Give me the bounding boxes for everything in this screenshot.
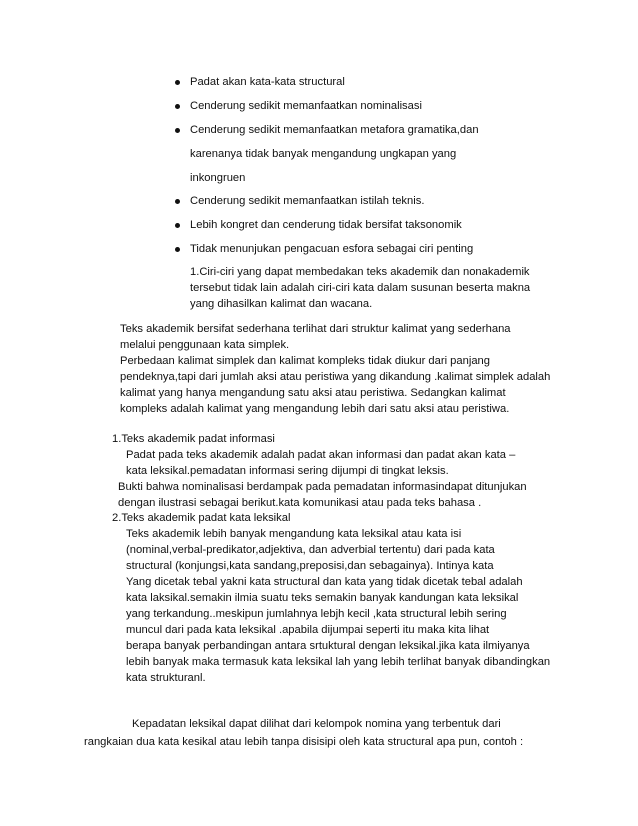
paragraph-line: kompleks adalah kalimat yang mengandung lebih dari satu aksi atau peristiwa. [120,403,510,415]
bullet-dot-icon [175,199,180,204]
section-body-line: Padat pada teks akademik adalah padat akan informasi dan padat akan kata – [126,449,516,461]
bullet-item-continuation: inkongruen [190,172,246,184]
bullet-dot-icon [175,104,180,109]
section-body-line: kata laksikal.semakin ilmia suatu teks semakin banyak kandungan kata leksikal [126,592,519,604]
paragraph-line: pendeknya,tapi dari jumlah aksi atau peristiwa yang dikandung .kalimat simplek adalah [120,371,551,383]
bullet-item: Cenderung sedikit memanfaatkan metafora gramatika,dan [190,124,479,136]
section-body-line: structural (konjungsi,kata sandang,preposisi,dan sebagainya). Intinya kata [126,560,494,572]
closing-paragraph-line: Kepadatan leksikal dapat dilihat dari kelompok nomina yang terbentuk dari [132,718,501,730]
bullet-dot-icon [175,223,180,228]
numbered-item-line: yang dihasilkan kalimat dan wacana. [190,298,373,310]
bullet-item: Cenderung sedikit memanfaatkan istilah teknis. [190,195,425,207]
section-body-line: (nominal,verbal-predikator,adjektiva, dan adverbial tertentu) dari pada kata [126,544,495,556]
section-body-line: kata leksikal.pemadatan informasi sering dijumpi di tingkat leksis. [126,465,449,477]
section-body-line: Teks akademik lebih banyak mengandung kata leksikal atau kata isi [126,528,462,540]
section-body-line: muncul dari pada kata leksikal .apabila dijumpai seperti itu maka kita lihat [126,624,490,636]
section-heading: 2.Teks akademik padat kata leksikal [112,512,291,524]
paragraph-line: Teks akademik bersifat sederhana terlihat dari struktur kalimat yang sederhana [120,323,511,335]
bullet-dot-icon [175,247,180,252]
bullet-item: Tidak menunjukan pengacuan esfora sebagai ciri penting [190,243,474,255]
paragraph-line: Perbedaan kalimat simplek dan kalimat kompleks tidak diukur dari panjang [120,355,491,367]
section-body-line: Bukti bahwa nominalisasi berdampak pada pemadatan informasindapat ditunjukan [118,481,527,493]
bullet-item: Lebih kongret dan cenderung tidak bersifat taksonomik [190,219,462,231]
section-body-line: Yang dicetak tebal yakni kata structural dan kata yang tidak dicetak tebal adalah [126,576,523,588]
section-heading: 1.Teks akademik padat informasi [112,433,275,445]
paragraph-line: melalui penggunaan kata simplek. [120,339,290,351]
numbered-item-line: tersebut tidak lain adalah ciri-ciri kata dalam susunan beserta makna [190,282,531,294]
section-body-line: lebih banyak maka termasuk kata leksikal lah yang lebih terlihat banyak dibandingkan [126,656,551,668]
section-body-line: yang terkandung..meskipun jumlahnya lebjh kecil ,kata structural lebih sering [126,608,507,620]
bullet-dot-icon [175,80,180,85]
bullet-item-continuation: karenanya tidak banyak mengandung ungkapan yang [190,148,457,160]
bullet-item: Padat akan kata-kata structural [190,76,345,88]
section-body-line: kata strukturanl. [126,672,206,684]
section-body-line: berapa banyak perbandingan antara srtuktural dengan leksikal.jika kata ilmiyanya [126,640,530,652]
bullet-dot-icon [175,128,180,133]
closing-paragraph-line: rangkaian dua kata kesikal atau lebih tanpa disisipi oleh kata structural apa pun, contoh : [84,736,524,748]
numbered-item-line: 1.Ciri-ciri yang dapat membedakan teks akademik dan nonakademik [190,266,530,278]
section-body-line: dengan ilustrasi sebagai berikut.kata komunikasi atau pada teks bahasa . [118,497,482,509]
bullet-item: Cenderung sedikit memanfaatkan nominalisasi [190,100,422,112]
paragraph-line: kalimat yang hanya mengandung satu aksi atau peristiwa. Sedangkan kalimat [120,387,506,399]
